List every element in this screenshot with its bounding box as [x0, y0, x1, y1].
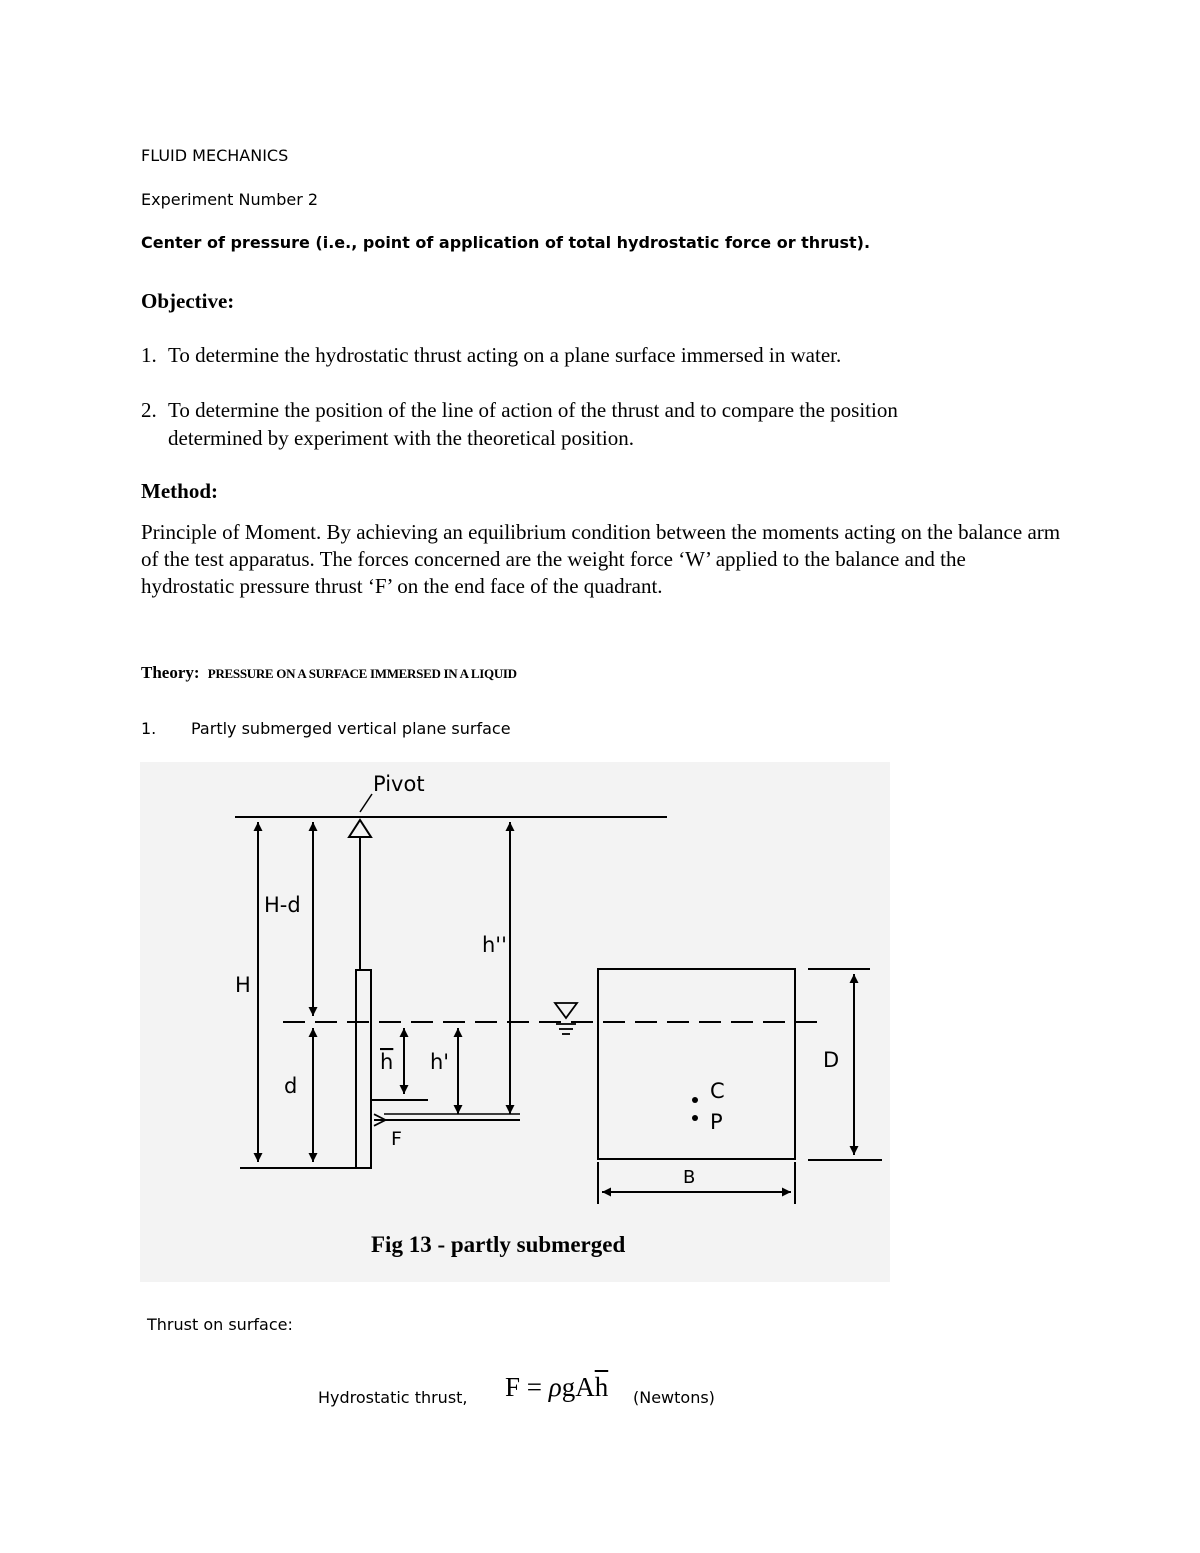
H-minus-d-label: H-d: [264, 893, 301, 917]
B-label: B: [683, 1167, 696, 1188]
method-text: Principle of Moment. By achieving an equilibrium condition between the moments acting on the balance arm of the test apparatus. The forces concerned are the weight force ‘W’ applied to the balance and the hydrostatic pressure thrust ‘F’ on the end face of the quadrant.: [141, 520, 1061, 598]
D-label: D: [823, 1048, 840, 1072]
case-number: 1.: [141, 719, 157, 738]
pivot-label: Pivot: [373, 772, 425, 796]
h-bar-label: h: [380, 1050, 394, 1074]
theory-heading: [141, 663, 517, 683]
experiment-title: Center of pressure (i.e., point of application of total hydrostatic force or thrust).: [141, 233, 871, 252]
theory-label: Theory:: [141, 663, 200, 682]
partly-submerged-diagram: [140, 762, 890, 1282]
objective-item-text-continued: determined by experiment with the theoretical position.: [168, 426, 634, 450]
h-prime-label: h': [430, 1050, 450, 1074]
objective-heading: Objective:: [141, 289, 235, 313]
d-label: d: [284, 1074, 298, 1098]
theory-subtitle: PRESSURE ON A SURFACE IMMERSED IN A LIQUID: [207, 666, 517, 681]
equation-h-bar: $\overline{h}$: [594, 1372, 609, 1402]
equation-A: A: [575, 1372, 595, 1402]
hydrostatic-thrust-label: Hydrostatic thrust,: [318, 1388, 468, 1407]
objective-item-number: 2.: [141, 398, 157, 422]
method-heading: Method:: [141, 479, 218, 503]
thrust-equation: [505, 1372, 608, 1403]
objective-item-2: [141, 396, 898, 452]
thrust-heading: Thrust on surface:: [147, 1315, 293, 1334]
experiment-number: Experiment Number 2: [141, 190, 319, 209]
case-title: Partly submerged vertical plane surface: [191, 719, 511, 738]
P-label: P: [710, 1110, 723, 1134]
centre-of-pressure-dot: [692, 1115, 698, 1121]
units-label: (Newtons): [633, 1388, 715, 1407]
objective-item-number: 1.: [141, 343, 157, 367]
centroid-dot: [692, 1097, 698, 1103]
objective-item-text: To determine the position of the line of action of the thrust and to compare the position: [168, 398, 898, 422]
figure-caption: Fig 13 - partly submerged: [371, 1232, 626, 1257]
objective-item-1: [141, 341, 841, 369]
H-label: H: [235, 973, 251, 997]
objective-item-text: To determine the hydrostatic thrust acting on a plane surface immersed in water.: [168, 343, 842, 367]
equation-rho: ρ: [548, 1372, 562, 1402]
course-title: FLUID MECHANICS: [141, 146, 289, 165]
C-label: C: [710, 1079, 725, 1103]
h-double-prime-label: h'': [482, 933, 507, 957]
case-heading: [141, 719, 511, 738]
equation-g: g: [561, 1372, 576, 1402]
equation-lhs: F =: [505, 1372, 549, 1402]
F-label: F: [391, 1128, 402, 1150]
